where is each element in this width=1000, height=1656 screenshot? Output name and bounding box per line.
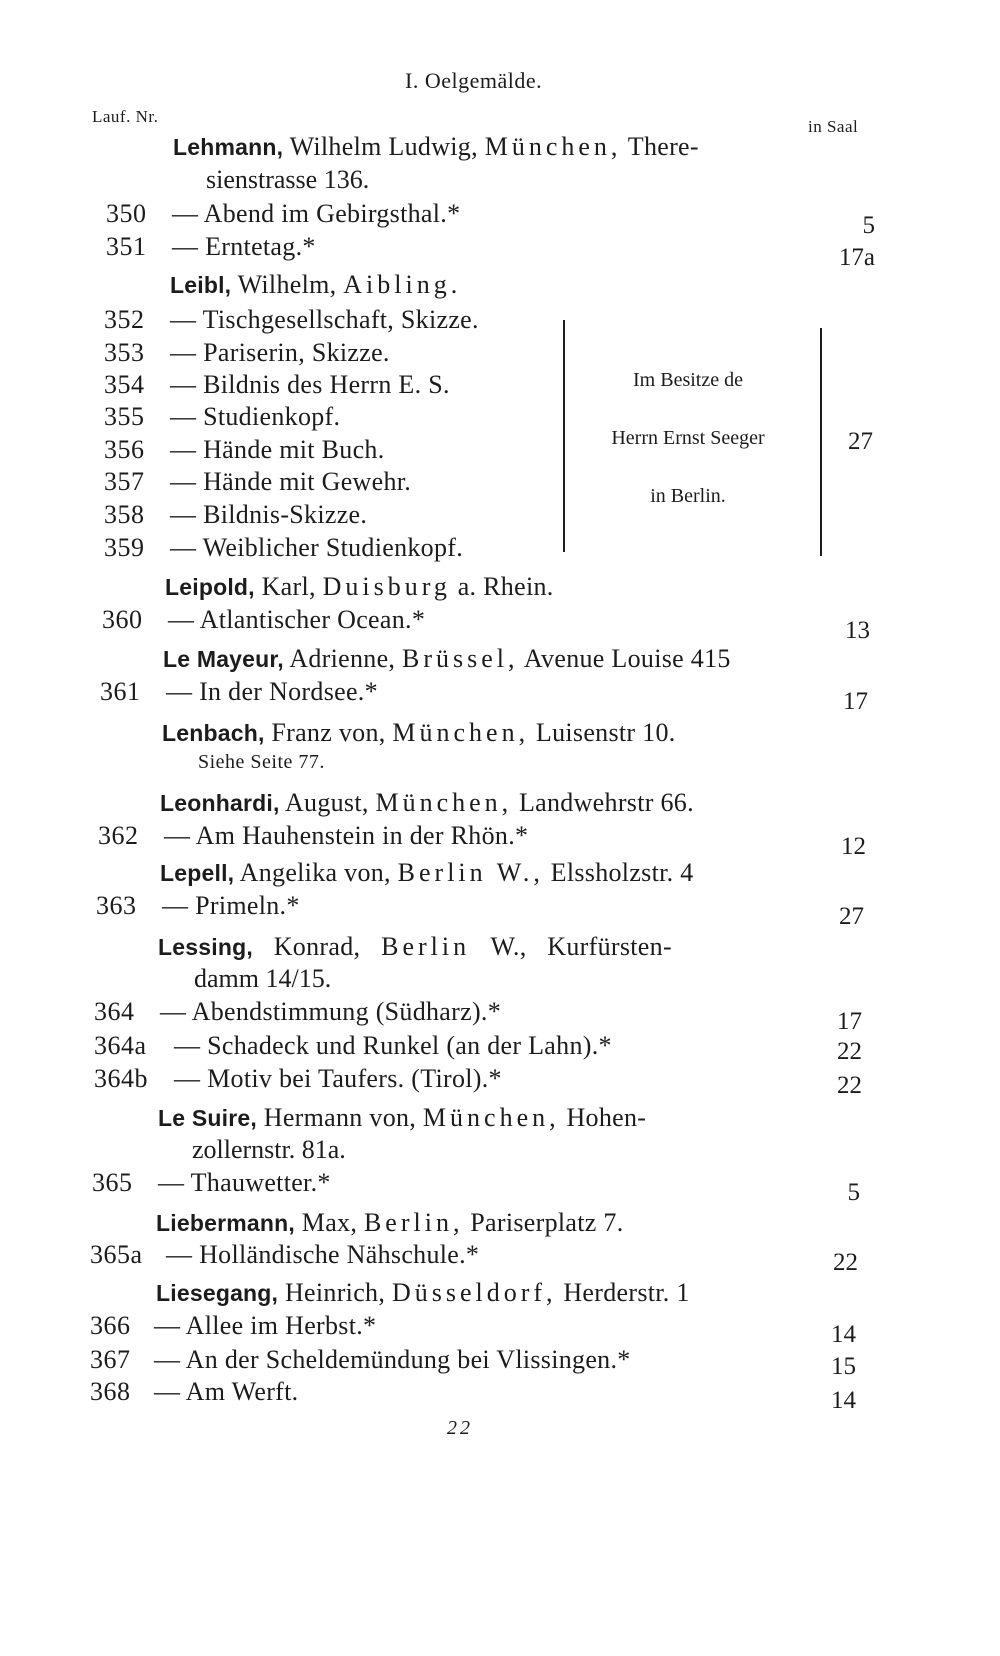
artist-address-cont: zollernstr. 81a. bbox=[192, 1135, 346, 1164]
work-title: — Weiblicher Studienkopf. bbox=[170, 533, 464, 562]
work-number: 364a bbox=[94, 1031, 147, 1060]
artist-city: Brüssel, bbox=[402, 644, 519, 673]
work-number: 367 bbox=[90, 1345, 131, 1374]
artist-address: a. Rhein. bbox=[457, 572, 554, 601]
artist-address: Avenue Louise 415 bbox=[523, 644, 731, 673]
work-title: — Allee im Herbst.* bbox=[154, 1311, 377, 1340]
work-title: — Motiv bei Taufers. (Tirol).* bbox=[174, 1064, 502, 1093]
work-number: 352 bbox=[104, 305, 145, 334]
work-room: 12 bbox=[841, 833, 866, 860]
work-title: — Abend im Gebirgsthal.* bbox=[172, 199, 461, 228]
artist-firstname: Karl, bbox=[261, 572, 316, 601]
work-room: 15 bbox=[831, 1353, 856, 1380]
artist-entry bbox=[173, 134, 699, 160]
work-title: — Studienkopf. bbox=[170, 402, 341, 431]
work-title: — Hände mit Buch. bbox=[170, 435, 385, 464]
artist-address: Pariserplatz 7. bbox=[470, 1208, 624, 1237]
work-title: — Thauwetter.* bbox=[158, 1168, 331, 1197]
artist-firstname: Hermann von, bbox=[263, 1103, 417, 1132]
artist-name: Le Mayeur, bbox=[163, 646, 284, 672]
work-number: 368 bbox=[90, 1377, 131, 1406]
work-number: 365a bbox=[90, 1240, 143, 1269]
work-title: — An der Scheldemündung bei Vlissingen.* bbox=[154, 1345, 631, 1374]
work-room: 22 bbox=[837, 1038, 862, 1065]
work-number: 366 bbox=[90, 1311, 131, 1340]
artist-name: Lehmann, bbox=[173, 134, 284, 160]
work-room: 5 bbox=[847, 1179, 860, 1206]
work-room: 14 bbox=[831, 1321, 856, 1348]
artist-name: Lepell, bbox=[160, 860, 235, 886]
artist-name: Lenbach, bbox=[162, 720, 265, 746]
artist-entry bbox=[163, 646, 731, 672]
artist-entry bbox=[160, 790, 694, 816]
work-number: 353 bbox=[104, 338, 145, 367]
artist-name: Leonhardi, bbox=[160, 790, 280, 816]
section-title: I. Oelgemälde. bbox=[405, 68, 543, 93]
artist-address: Herderstr. 1 bbox=[563, 1278, 690, 1307]
work-number: 360 bbox=[102, 605, 143, 634]
artist-name: Leipold, bbox=[165, 574, 255, 600]
artist-city: München, bbox=[422, 1103, 560, 1132]
artist-firstname: Wilhelm, bbox=[237, 270, 337, 299]
artist-name: Leibl, bbox=[170, 272, 232, 298]
artist-entry bbox=[165, 574, 554, 600]
owner-note-line: in Berlin. bbox=[650, 485, 726, 507]
work-number: 361 bbox=[100, 677, 141, 706]
artist-address: There- bbox=[627, 132, 699, 161]
work-room: 13 bbox=[845, 617, 870, 644]
artist-entry bbox=[160, 860, 694, 886]
work-number: 355 bbox=[104, 402, 145, 431]
owner-note-line: Im Besitze de bbox=[633, 369, 743, 391]
artist-firstname: Heinrich, bbox=[284, 1278, 386, 1307]
work-title: — Pariserin, Skizze. bbox=[170, 338, 390, 367]
work-title: — In der Nordsee.* bbox=[166, 677, 378, 706]
artist-city: Duisburg bbox=[322, 572, 451, 601]
work-room: 22 bbox=[837, 1072, 862, 1099]
artist-firstname: August, bbox=[284, 788, 369, 817]
artist-name: Lessing, bbox=[158, 934, 253, 960]
work-number: 351 bbox=[106, 232, 147, 261]
artist-firstname: Angelika von, bbox=[239, 858, 391, 887]
artist-address: Landwehrstr 66. bbox=[518, 788, 694, 817]
work-title: — Bildnis-Skizze. bbox=[170, 500, 368, 529]
work-room: 14 bbox=[831, 1387, 856, 1414]
work-room: 17a bbox=[838, 244, 875, 271]
artist-entry bbox=[156, 1210, 624, 1236]
artist-firstname: Konrad, bbox=[273, 932, 361, 961]
artist-name: Liesegang, bbox=[156, 1280, 279, 1306]
work-title: — Schadeck und Runkel (an der Lahn).* bbox=[174, 1031, 612, 1060]
work-title: — Tischgesellschaft, Skizze. bbox=[170, 305, 479, 334]
work-number: 350 bbox=[106, 199, 147, 228]
artist-entry bbox=[162, 720, 676, 746]
work-number: 356 bbox=[104, 435, 145, 464]
artist-city: Berlin, bbox=[363, 1208, 464, 1237]
artist-city: Berlin W., bbox=[397, 858, 544, 887]
artist-name: Liebermann, bbox=[156, 1210, 295, 1236]
work-title: — Atlantischer Ocean.* bbox=[168, 605, 426, 634]
artist-city: Aibling. bbox=[343, 270, 462, 299]
work-title: — Primeln.* bbox=[162, 891, 300, 920]
work-title: — Bildnis des Herrn E. S. bbox=[170, 370, 450, 399]
work-room: 22 bbox=[833, 1249, 858, 1276]
work-room: 17 bbox=[843, 688, 868, 715]
page-number: 22 bbox=[447, 1417, 473, 1439]
work-number: 359 bbox=[104, 533, 145, 562]
column-header-room: in Saal bbox=[808, 117, 859, 136]
artist-address: Elssholzstr. 4 bbox=[550, 858, 694, 887]
work-number: 362 bbox=[98, 821, 139, 850]
work-title: — Erntetag.* bbox=[172, 232, 316, 261]
work-number: 357 bbox=[104, 467, 145, 496]
artist-firstname: Adrienne, bbox=[289, 644, 396, 673]
work-title: — Am Hauhenstein in der Rhön.* bbox=[164, 821, 529, 850]
work-number: 358 bbox=[104, 500, 145, 529]
work-number: 365 bbox=[92, 1168, 133, 1197]
work-title: — Hände mit Gewehr. bbox=[170, 467, 412, 496]
artist-city: München, bbox=[375, 788, 513, 817]
artist-entry bbox=[170, 272, 461, 298]
work-room: 27 bbox=[848, 428, 873, 455]
artist-city: München, bbox=[484, 132, 622, 161]
artist-name: Le Suire, bbox=[158, 1105, 257, 1131]
work-title: — Am Werft. bbox=[154, 1377, 299, 1406]
artist-entry bbox=[156, 1280, 690, 1306]
owner-note-line: Herrn Ernst Seeger bbox=[611, 427, 765, 449]
artist-firstname: Franz von, bbox=[271, 718, 386, 747]
artist-firstname: Wilhelm Ludwig, bbox=[289, 132, 478, 161]
work-title: — Abendstimmung (Südharz).* bbox=[160, 997, 502, 1026]
artist-entry bbox=[158, 934, 672, 960]
group-rule-right bbox=[820, 328, 822, 556]
artist-city: München, bbox=[392, 718, 530, 747]
work-number: 364 bbox=[94, 997, 135, 1026]
artist-address: W., Kurfürsten- bbox=[490, 932, 672, 961]
cross-reference: Siehe Seite 77. bbox=[198, 751, 325, 773]
artist-address-cont: damm 14/15. bbox=[194, 964, 332, 993]
work-number: 363 bbox=[96, 891, 137, 920]
artist-city: Düsseldorf, bbox=[391, 1278, 557, 1307]
artist-address-cont: sienstrasse 136. bbox=[206, 165, 370, 194]
artist-city: Berlin bbox=[381, 932, 471, 961]
work-room: 17 bbox=[837, 1008, 862, 1035]
artist-firstname: Max, bbox=[301, 1208, 358, 1237]
artist-address: Hohen- bbox=[566, 1103, 647, 1132]
work-room: 27 bbox=[839, 903, 864, 930]
artist-entry bbox=[158, 1105, 646, 1131]
column-header-number: Lauf. Nr. bbox=[92, 107, 159, 126]
artist-address: Luisenstr 10. bbox=[535, 718, 676, 747]
work-title: — Holländische Nähschule.* bbox=[166, 1240, 480, 1269]
work-room: 5 bbox=[862, 212, 875, 239]
work-number: 364b bbox=[94, 1064, 148, 1093]
work-number: 354 bbox=[104, 370, 145, 399]
